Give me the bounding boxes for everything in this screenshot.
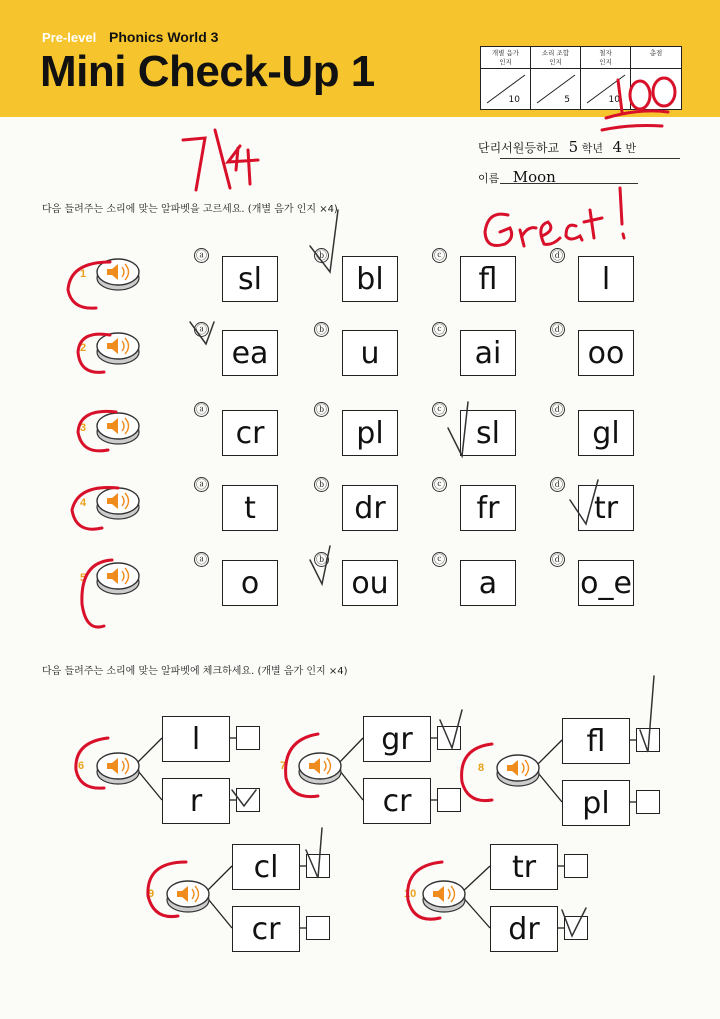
answer-option-box[interactable]: fl	[562, 718, 630, 764]
question-number: 5	[80, 572, 87, 584]
option-label: ⓑ	[316, 553, 327, 566]
option-label: ⓓ	[552, 249, 563, 262]
answer-option-box[interactable]: fl	[460, 256, 516, 302]
option-label: ⓑ	[316, 323, 327, 336]
option-label: ⓒ	[434, 323, 445, 336]
score-header-1: 개별 음가 인지	[481, 47, 531, 69]
answer-option-box[interactable]: tr	[578, 485, 634, 531]
answer-option-box[interactable]: dr	[342, 485, 398, 531]
question-number: 10	[404, 888, 417, 900]
option-label: ⓐ	[196, 323, 207, 336]
option-label: ⓓ	[552, 553, 563, 566]
option-label: ⓓ	[552, 478, 563, 491]
answer-option-box[interactable]: tr	[490, 844, 558, 890]
section1-instruction: 다음 들려주는 소리에 맞는 알파벳을 고르세요. (개별 음가 인지 ×4)	[42, 204, 338, 215]
answer-option-box[interactable]: o	[222, 560, 278, 606]
score-header-2: 소리 조합 인지	[531, 47, 581, 69]
score-header-3: 철자 인지	[581, 47, 631, 69]
question-number: 1	[80, 268, 87, 280]
option-label: ⓓ	[552, 323, 563, 336]
score-cell-2: 5	[531, 69, 581, 109]
option-label: ⓑ	[316, 249, 327, 262]
option-label: ⓐ	[196, 553, 207, 566]
section2-instruction: 다음 들려주는 소리에 맞는 알파벳에 체크하세요. (개별 음가 인지 ×4)	[42, 666, 348, 677]
answer-option-box[interactable]: cr	[363, 778, 431, 824]
answer-option-box[interactable]: t	[222, 485, 278, 531]
option-label: ⓒ	[434, 553, 445, 566]
question-number: 6	[78, 760, 85, 772]
answer-option-box[interactable]: oo	[578, 330, 634, 376]
answer-option-box[interactable]: l	[578, 256, 634, 302]
answer-option-box[interactable]: ou	[342, 560, 398, 606]
school-line-text: 단리서원등하교 5 학년 4 반	[478, 138, 637, 156]
score-cell-1: 10	[481, 69, 531, 109]
answer-option-box[interactable]: pl	[562, 780, 630, 826]
answer-option-box[interactable]: ea	[222, 330, 278, 376]
option-label: ⓒ	[434, 478, 445, 491]
answer-option-box[interactable]: l	[162, 716, 230, 762]
option-label: ⓐ	[196, 249, 207, 262]
name-field: 이름 Moon	[478, 168, 556, 186]
series-label: Phonics World 3	[109, 29, 219, 45]
answer-option-box[interactable]: cr	[222, 410, 278, 456]
answer-option-box[interactable]: r	[162, 778, 230, 824]
question-number: 2	[80, 342, 87, 354]
question-number: 7	[280, 760, 287, 772]
answer-option-box[interactable]: sl	[460, 410, 516, 456]
score-cell-3: 10	[581, 69, 631, 109]
answer-option-box[interactable]: cr	[232, 906, 300, 952]
answer-option-box[interactable]: bl	[342, 256, 398, 302]
option-label: ⓒ	[434, 249, 445, 262]
question-number: 3	[80, 422, 87, 434]
option-label: ⓐ	[196, 403, 207, 416]
answer-option-box[interactable]: fr	[460, 485, 516, 531]
answer-option-box[interactable]: pl	[342, 410, 398, 456]
answer-option-box[interactable]: cl	[232, 844, 300, 890]
question-number: 9	[148, 888, 155, 900]
answer-option-box[interactable]: gl	[578, 410, 634, 456]
option-label: ⓑ	[316, 403, 327, 416]
answer-option-box[interactable]: u	[342, 330, 398, 376]
answer-option-box[interactable]: a	[460, 560, 516, 606]
answer-option-box[interactable]: o_e	[578, 560, 634, 606]
answer-option-box[interactable]: ai	[460, 330, 516, 376]
answer-option-box[interactable]: sl	[222, 256, 278, 302]
score-header-4: 총점	[631, 47, 681, 69]
page-title: Mini Check-Up 1	[40, 47, 375, 96]
question-number: 4	[80, 497, 87, 509]
question-number: 8	[478, 762, 485, 774]
option-label: ⓑ	[316, 478, 327, 491]
option-label: ⓐ	[196, 478, 207, 491]
prelevel-label: Pre-level	[42, 30, 97, 45]
option-label: ⓒ	[434, 403, 445, 416]
option-label: ⓓ	[552, 403, 563, 416]
answer-option-box[interactable]: gr	[363, 716, 431, 762]
answer-option-box[interactable]: dr	[490, 906, 558, 952]
